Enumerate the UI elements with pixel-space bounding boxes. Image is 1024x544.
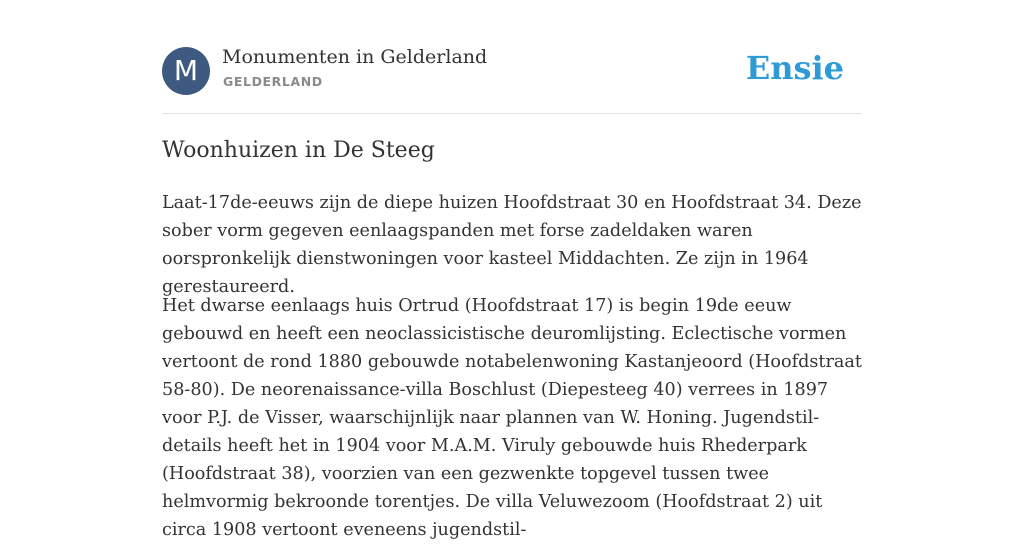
article-title: Woonhuizen in De Steeg <box>162 138 435 163</box>
collection-subtitle[interactable]: GELDERLAND <box>223 74 323 89</box>
avatar[interactable]: M <box>162 47 210 95</box>
collection-title[interactable]: Monumenten in Gelderland <box>222 46 488 68</box>
divider <box>162 113 862 114</box>
article-paragraph-1: Laat-17de-eeuws zijn de diepe huizen Hoofdstraat 30 en Hoofdstraat 34. Deze sober vorm gegeven eenlaagspanden met forse zadeldaken waren oorspronkelijk dienstwoningen voor kasteel Middachten. Ze zijn in 1964 gerestaureerd. <box>162 193 862 297</box>
collection-header <box>162 46 862 96</box>
brand-logo[interactable]: Ensie <box>745 49 844 87</box>
article-paragraph-2: Het dwarse eenlaags huis Ortrud (Hoofdstraat 17) is begin 19de eeuw gebouwd en heeft een neoclassicistische deuromlijsting. Eclectische vormen vertoont de rond 1880 gebouwde notabelenwoning Kastanjeoord (Hoofdstraat 58-80). De neorenaissance-villa Boschlust (Diepesteeg 40) verrees in 1897 voor P.J. de Visser, waarschijnlijk naar plannen van W. Honing. Jugendstil-details heeft het in 1904 voor M.A.M. Viruly gebouwde huis Rhederpark (Hoofdstraat 38), voorzien van een gezwenkte topgevel tussen twee helmvormig bekroonde torentjes. De villa Veluwezoom (Hoofdstraat 2) uit circa 1908 vertoont eveneens jugendstil- <box>162 296 862 540</box>
